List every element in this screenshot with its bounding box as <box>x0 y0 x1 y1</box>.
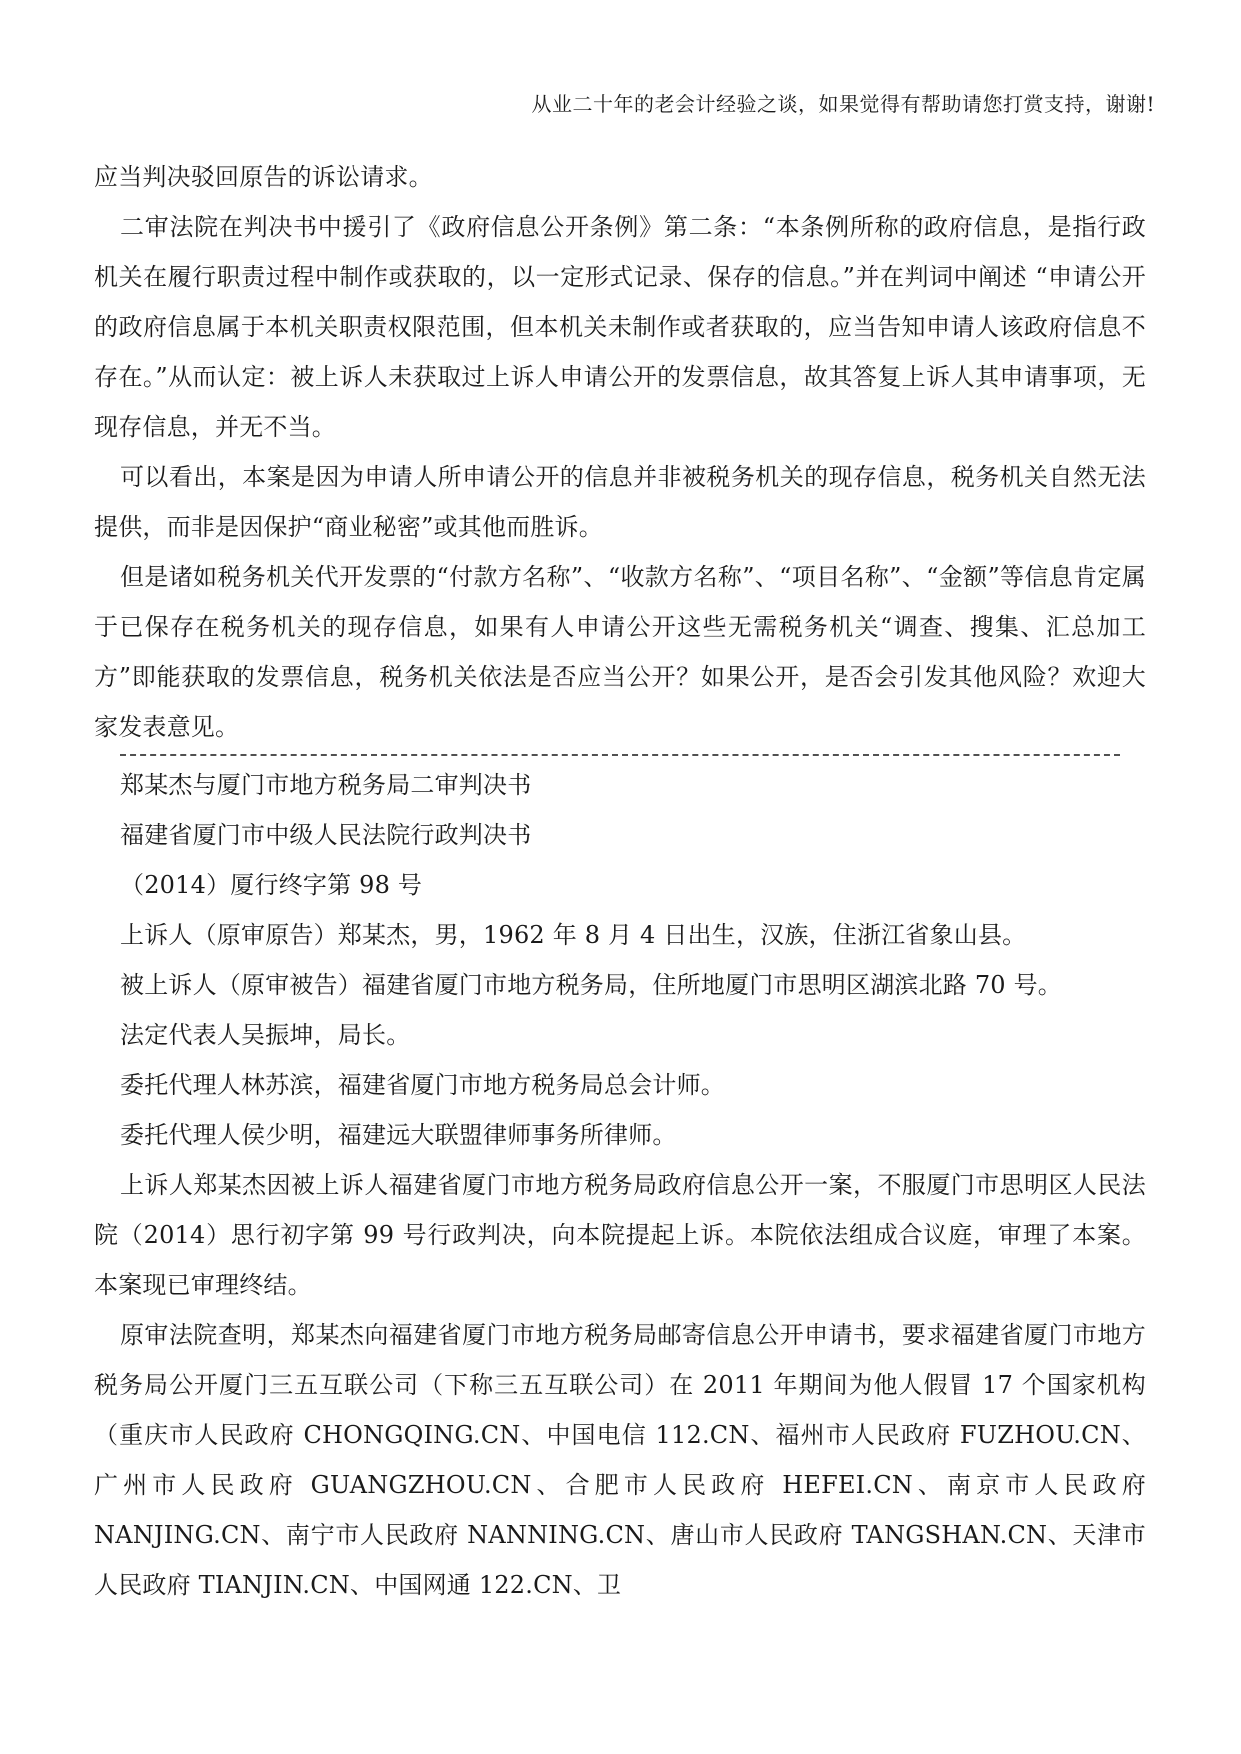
header-note: 从业二十年的老会计经验之谈，如果觉得有帮助请您打赏支持，谢谢! <box>531 92 1155 116</box>
party-agent-1: 委托代理人林苏滨，福建省厦门市地方税务局总会计师。 <box>120 1071 725 1099</box>
party-agent-2: 委托代理人侯少明，福建远大联盟律师事务所律师。 <box>120 1121 677 1149</box>
case-number: （2014）厦行终字第 98 号 <box>120 871 423 899</box>
paragraph-question: 但是诸如税务机关代开发票的“付款方名称”、“收款方名称”、“项目名称”、“金额”等信息肯定属于已保存在税务机关的现存信息，如果有人申请公开这些无需税务机关“调查、搜集、汇总加工方”即能获取的发票信息，税务机关依法是否应当公开？如果公开，是否会引发其他风险？欢迎大家发表意见。 <box>94 563 1146 741</box>
paragraph-continuation: 应当判决驳回原告的诉讼请求。 <box>94 163 433 191</box>
judgment-title: 郑某杰与厦门市地方税务局二审判决书 <box>120 771 532 799</box>
court-name: 福建省厦门市中级人民法院行政判决书 <box>120 821 532 849</box>
party-appellant: 上诉人（原审原告）郑某杰，男，1962 年 8 月 4 日出生，汉族，住浙江省象山县。 <box>120 921 1027 949</box>
party-appellee: 被上诉人（原审被告）福建省厦门市地方税务局，住所地厦门市思明区湖滨北路 70 号。 <box>120 971 1062 999</box>
party-legal-rep: 法定代表人吴振坤，局长。 <box>120 1021 411 1049</box>
judgment-body-paragraph: 原审法院查明，郑某杰向福建省厦门市地方税务局邮寄信息公开申请书，要求福建省厦门市地方税务局公开厦门三五互联公司（下称三五互联公司）在 2011 年期间为他人假冒 17 个国家机构（重庆市人民政府 CHONGQING.CN、中国电信 112.CN、福州市人民政府 FUZHOU.CN、广州市人民政府 GUANGZHOU.CN、合肥市人民政府 HEFEI.CN、南京市人民政府 NANJING.CN、南宁市人民政府 NANNING.CN、唐山市人民政府 TANGSHAN.CN、天津市人民政府 TIANJIN.CN、中国网通 122.CN、卫 <box>94 1321 1146 1599</box>
section-divider <box>120 754 1120 756</box>
judgment-body-paragraph: 上诉人郑某杰因被上诉人福建省厦门市地方税务局政府信息公开一案，不服厦门市思明区人民法院（2014）思行初字第 99 号行政判决，向本院提起上诉。本院依法组成合议庭，审理了本案。本案现已审理终结。 <box>94 1171 1146 1299</box>
paragraph-analysis: 可以看出，本案是因为申请人所申请公开的信息并非被税务机关的现存信息，税务机关自然无法提供，而非是因保护“商业秘密”或其他而胜诉。 <box>94 463 1146 541</box>
judgment-section <box>94 760 1146 1610</box>
document-content <box>94 152 1146 1610</box>
paragraph-court-citation: 二审法院在判决书中援引了《政府信息公开条例》第二条：“本条例所称的政府信息，是指行政机关在履行职责过程中制作或获取的，以一定形式记录、保存的信息。”并在判词中阐述 “申请公开的政府信息属于本机关职责权限范围，但本机关未制作或者获取的，应当告知申请人该政府信息不存在。”从而认定：被上诉人未获取过上诉人申请公开的发票信息，故其答复上诉人其申请事项，无现存信息，并无不当。 <box>94 213 1146 441</box>
